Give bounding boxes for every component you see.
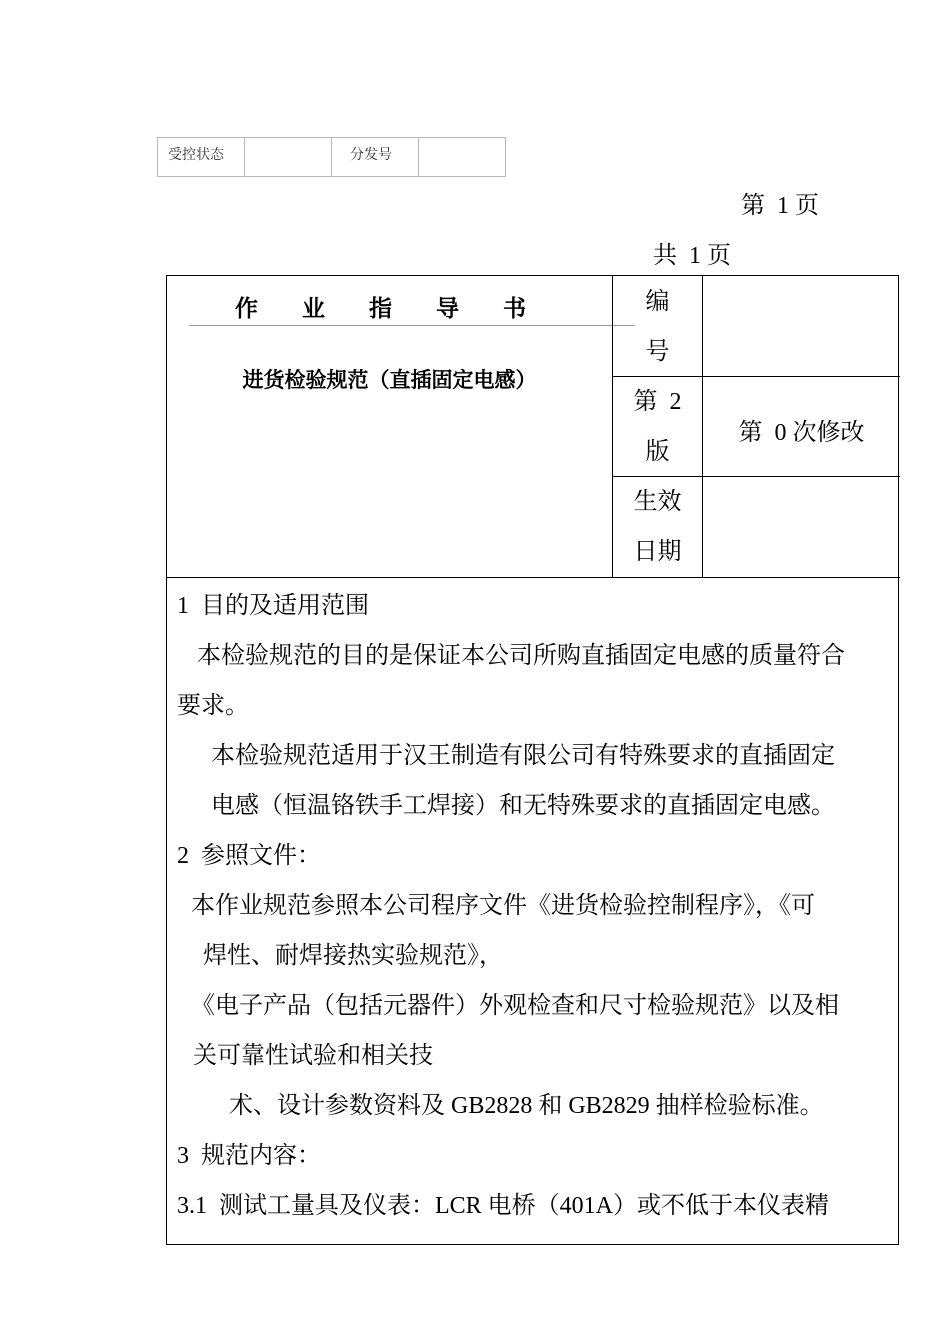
paragraph-line: 焊性、耐焊接热实验规范》，	[203, 943, 503, 969]
control-status-table	[157, 137, 506, 177]
paragraph-line: 术、设计参数资料及 GB2828 和 GB2829 抽样检验标准。	[229, 1093, 824, 1119]
edition-label-line-1: 第 2	[633, 389, 682, 415]
distribution-number-label-cell	[332, 138, 419, 177]
number-label-line-1: 编	[645, 289, 670, 315]
paragraph-line: 关可靠性试验和相关技	[193, 1043, 433, 1069]
effective-date-label	[613, 477, 702, 577]
distribution-number-value	[419, 138, 505, 144]
control-status-label: 受控状态	[168, 147, 224, 163]
section-heading: 3 规范内容：	[177, 1143, 321, 1169]
control-status-label-cell	[158, 138, 245, 177]
paragraph-line: 要求。	[177, 693, 249, 719]
paragraph-line: 本检验规范适用于汉王制造有限公司有特殊要求的直插固定	[211, 743, 835, 769]
control-status-value-cell	[245, 138, 332, 177]
document-title-cell	[167, 276, 612, 577]
control-status-value	[245, 138, 331, 144]
title-divider	[189, 325, 635, 326]
effective-date-label-line-1: 生效	[633, 489, 682, 515]
paragraph-line: 3.1 测试工量具及仪表：LCR 电桥（401A）或不低于本仪表精	[177, 1193, 830, 1219]
document-subtitle: 进货检验规范（直插固定电感）	[242, 368, 537, 392]
paragraph-line: 本作业规范参照本公司程序文件《进货检验控制程序》，《可	[191, 893, 815, 919]
edition-label	[613, 377, 702, 477]
paragraph-line: 本检验规范的目的是保证本公司所购直插固定电感的质量符合	[197, 643, 845, 669]
effective-date-label-line-2: 日期	[633, 539, 682, 565]
revision-value: 第 0 次修改	[738, 420, 865, 446]
number-label	[613, 277, 702, 377]
page-number: 第 1 页	[741, 193, 819, 219]
section-heading: 1 目的及适用范围	[177, 593, 369, 619]
edition-label-line-2: 版	[645, 439, 670, 465]
instruction-document-table	[166, 275, 899, 1245]
paragraph-line: 电感（恒温铬铁手工焊接）和无特殊要求的直插固定电感。	[211, 793, 835, 819]
page-total: 共 1 页	[653, 243, 731, 269]
number-label-line-2: 号	[645, 339, 670, 365]
paragraph-line: 《电子产品（包括元器件）外观检查和尺寸检验规范》以及相	[191, 993, 839, 1019]
distribution-number-value-cell	[419, 138, 506, 177]
section-heading: 2 参照文件：	[177, 843, 321, 869]
document-title: 作 业 指 导 书	[234, 296, 545, 322]
distribution-number-label: 分发号	[350, 147, 392, 163]
header-bottom-divider	[167, 577, 900, 578]
